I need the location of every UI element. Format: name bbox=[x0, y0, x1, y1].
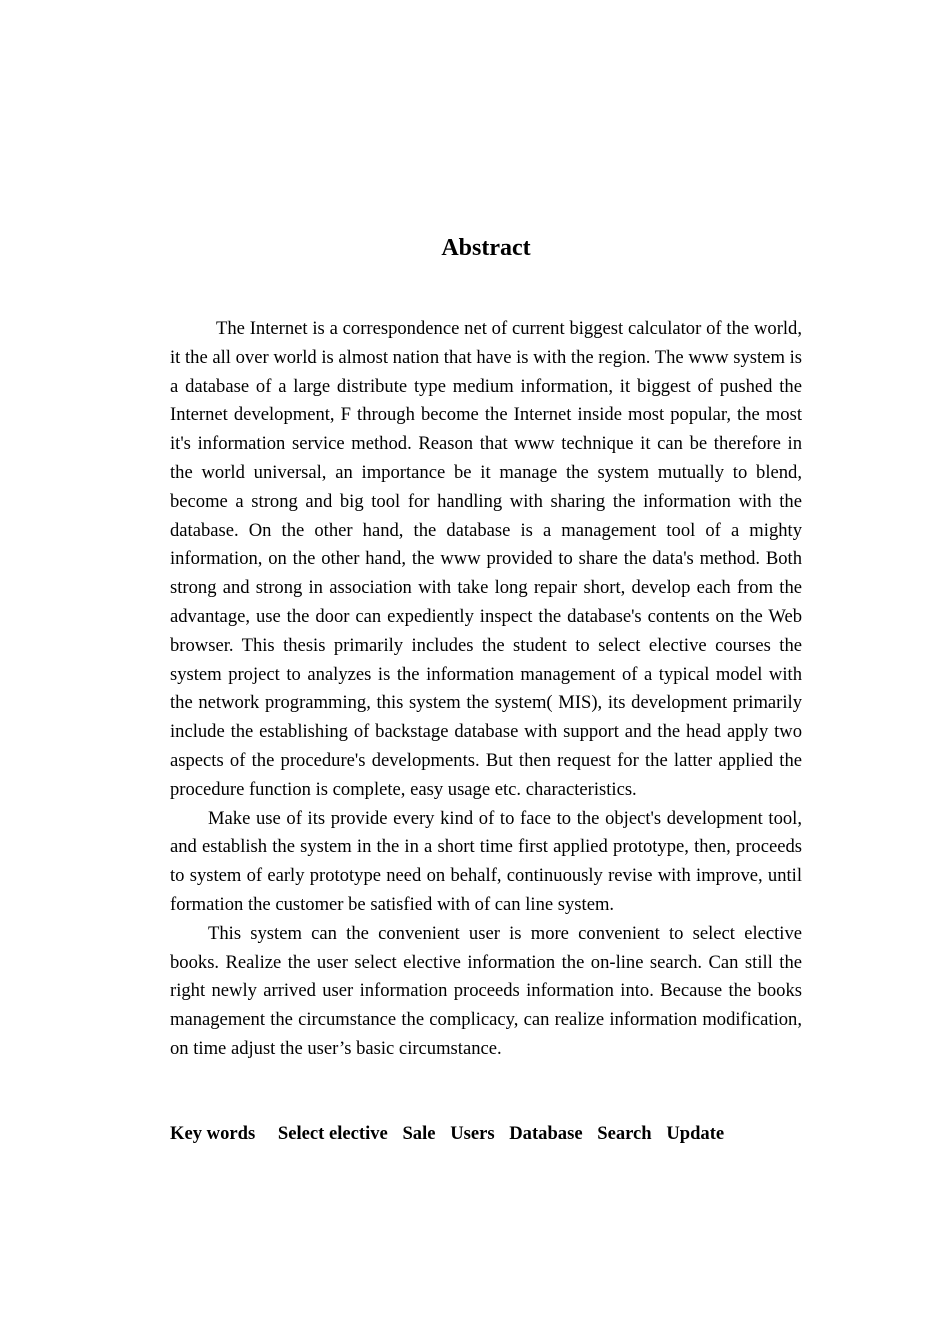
abstract-paragraph-2: Make use of its provide every kind of to face to the object's development tool, and establish the system in the in a short time first applied prototype, then, proceeds to system of early prototype need on behalf, continuously revise with improve, until formation the customer be satisfied with of can line system. bbox=[170, 807, 802, 915]
keyword-select-elective: Select elective bbox=[277, 1123, 388, 1144]
abstract-body bbox=[170, 315, 802, 1064]
abstract-paragraph-3: This system can the convenient user is more convenient to select elective books. Realize the user select elective information the on-line search. Can still the right newly arrived user information proceeds information into. Because the books management the circumstance the complicacy, can realize information modification, on time adjust the user’s basic circumstance. bbox=[170, 922, 802, 1059]
abstract-paragraph-1: The Internet is a correspondence net of current biggest calculator of the world, it the all over world is almost nation that have is with the region. The www system is a database of a large distribute type medium information, it biggest of pushed the Internet development, F through become the Internet inside most popular, the most it's information service method. Reason that www technique it can be therefore in the world universal, an importance be it manage the system mutually to blend, become a strong and big tool for handling with sharing the information with the database. On the other hand, the database is a management tool of a mighty information, on the other hand, the www provided to share the data's method. Both strong and strong in association with take long repair short, develop each from the advantage, use the door can expediently inspect the database's contents on the Web browser. This thesis primarily includes the student to select elective courses the system project to analyzes is the information management of a typical model with the network programming, this system the system( MIS), its development primarily include the establishing of backstage database with support and the head apply two aspects of the procedure's developments. But then request for the latter applied the procedure function is complete, easy usage etc. characteristics. bbox=[170, 318, 802, 800]
keyword-database: Database bbox=[509, 1123, 583, 1144]
keyword-update: Update bbox=[666, 1123, 725, 1144]
keyword-users: Users bbox=[450, 1123, 495, 1144]
keywords-label: Key words bbox=[170, 1123, 256, 1144]
keywords-line bbox=[170, 1120, 810, 1148]
abstract-title: Abstract bbox=[441, 235, 531, 261]
keyword-sale: Sale bbox=[402, 1123, 436, 1144]
keyword-search: Search bbox=[597, 1123, 652, 1144]
